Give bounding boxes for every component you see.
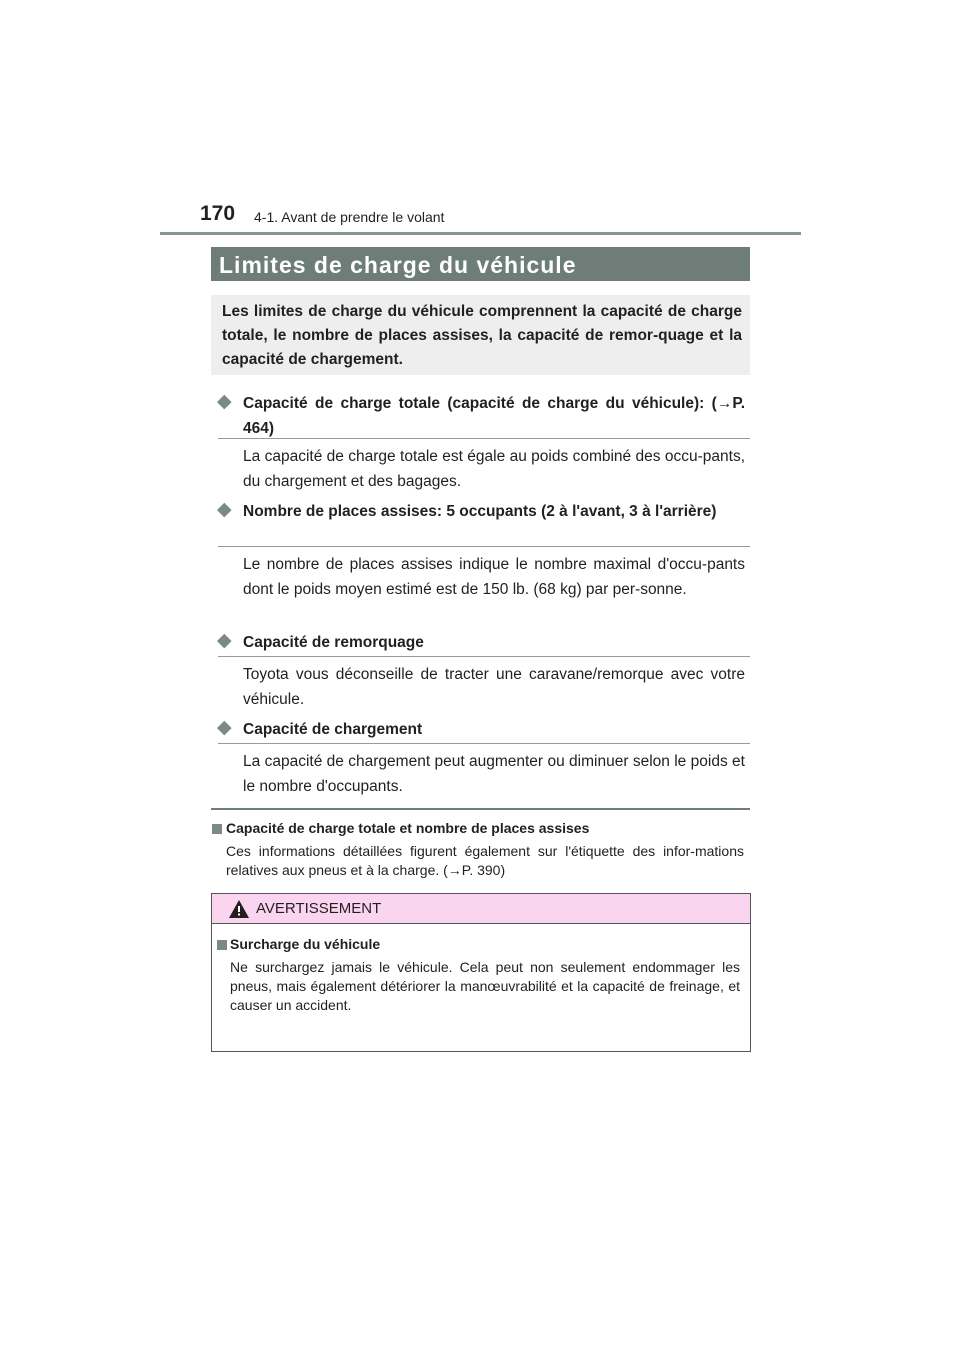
item-text: Le nombre de places assises indique le nombre maximal d'occu-pants dont le poids moyen estimé est de 150 lb. (68 kg) par per-sonne. [243,556,745,598]
item-heading: Capacité de remorquage [243,634,424,651]
item-heading: Capacité de chargement [243,721,423,738]
section-title-bar [211,247,750,281]
item-text: La capacité de chargement peut augmenter ou diminuer selon le poids et le nombre d'occupants. [243,753,745,795]
section-title: Limites de charge du véhicule [219,252,577,278]
page-number: 170 [200,202,236,225]
diamond-bullet-icon: ◆ [217,391,232,412]
square-bullet-icon [212,824,222,834]
item-rule [218,546,750,547]
intro-box [211,295,750,375]
warning-label: AVERTISSEMENT [256,900,382,917]
section-header: 4-1. Avant de prendre le volant [254,209,445,225]
item-heading: Nombre de places assises: 5 occupants (2 à l'avant, 3 à l'arrière) [243,503,717,520]
item-rule [218,743,750,744]
warning-triangle-icon [229,900,249,918]
note-text: Ces informations détaillées figurent également sur l'étiquette des infor-mations relatives aux pneus et à la charge. (→P. 390) [226,843,744,878]
item-text: Toyota vous déconseille de tracter une caravane/remorque avec votre véhicule. [243,666,745,708]
item-rule [218,438,750,439]
section-divider [211,808,750,810]
warning-box [211,893,751,1052]
warning-header [212,894,750,924]
item-rule [218,656,750,657]
warning-subtitle: Surcharge du véhicule [230,936,381,952]
warning-text: Ne surchargez jamais le véhicule. Cela peut non seulement endommager les pneus, mais également détériorer la manœuvrabilité et la capacité de freinage, et causer un accident. [230,959,740,1013]
diamond-bullet-icon: ◆ [217,717,232,738]
diamond-bullet-icon: ◆ [217,499,232,520]
diamond-bullet-icon: ◆ [217,630,232,651]
note-title: Capacité de charge totale et nombre de places assises [226,820,590,836]
header-rule [160,232,801,235]
item-heading: Capacité de charge totale (capacité de charge du véhicule): (→P. 464) [243,395,745,437]
square-bullet-icon [217,940,227,950]
item-text: La capacité de charge totale est égale au poids combiné des occu-pants, du chargement et des bagages. [243,448,745,490]
intro-text: Les limites de charge du véhicule comprennent la capacité de charge totale, le nombre de places assises, la capacité de remor-quage et la capacité de chargement. [222,303,742,368]
